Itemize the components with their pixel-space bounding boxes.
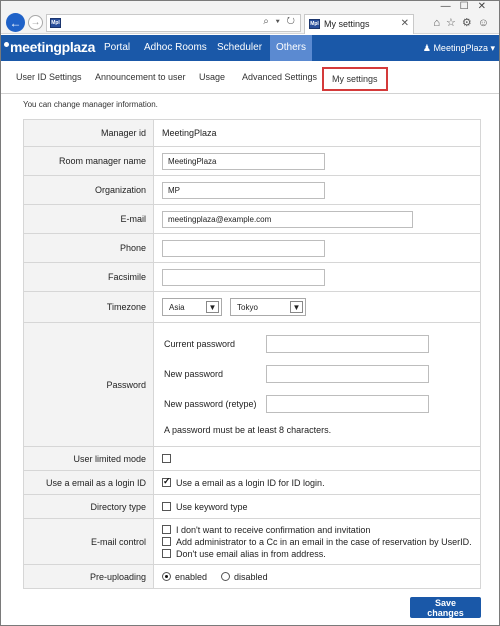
keyword-type-label: Use keyword type: [176, 501, 248, 512]
label-user-limited-mode: User limited mode: [24, 447, 154, 470]
timezone-region-value: Asia: [169, 302, 185, 312]
site-favicon-icon: Mpl: [51, 20, 60, 26]
row-manager-id: [24, 120, 480, 146]
row-timezone: [24, 291, 480, 322]
tab-my-settings[interactable]: My settings: [322, 67, 388, 91]
row-user-limited-mode: [24, 446, 480, 470]
tab-favicon-icon: Mpl: [310, 21, 319, 27]
tab-announcement[interactable]: Announcement to user: [95, 72, 186, 82]
row-email: [24, 204, 480, 233]
keyword-type-checkbox[interactable]: [162, 502, 171, 511]
intro-text: You can change manager information.: [23, 100, 158, 109]
row-phone: [24, 233, 480, 262]
menu-others[interactable]: Others: [270, 35, 312, 61]
retype-password-label: New password (retype): [164, 399, 257, 409]
window-controls[interactable]: [441, 1, 495, 12]
password-hint: A password must be at least 8 characters.: [164, 425, 332, 435]
label-facsimile: Facsimile: [24, 263, 154, 291]
timezone-city-value: Tokyo: [237, 302, 258, 312]
new-password-label: New password: [164, 369, 224, 379]
label-email: E-mail: [24, 205, 154, 233]
email-login-option-label: Use a email as a login ID for ID login.: [176, 477, 325, 488]
row-password: [24, 322, 480, 446]
row-directory-type: [24, 494, 480, 518]
row-room-manager-name: [24, 146, 480, 175]
menu-scheduler[interactable]: Scheduler: [217, 42, 263, 53]
home-icon[interactable]: ⌂: [433, 17, 447, 29]
timezone-region-select[interactable]: [162, 298, 222, 316]
label-room-manager-name: Room manager name: [24, 147, 154, 175]
no-confirmation-checkbox[interactable]: [162, 525, 171, 534]
browser-toolbar-icons[interactable]: [433, 16, 495, 29]
gear-icon[interactable]: ⚙: [461, 17, 478, 29]
organization-input[interactable]: MP: [162, 182, 325, 199]
current-password-input[interactable]: [266, 335, 429, 353]
tab-user-id-settings[interactable]: User ID Settings: [16, 72, 82, 82]
browser-tab[interactable]: [304, 14, 414, 34]
save-changes-button[interactable]: Save changes: [410, 597, 481, 618]
timezone-city-select[interactable]: [230, 298, 306, 316]
email-control-option-3[interactable]: [162, 548, 326, 560]
address-tools[interactable]: ⌕ ▾ ↻: [263, 16, 297, 27]
row-organization: [24, 175, 480, 204]
user-icon: ♟: [422, 43, 431, 53]
label-directory-type: Directory type: [24, 495, 154, 518]
maximize-icon[interactable]: ☐: [459, 1, 478, 12]
room-manager-name-input[interactable]: MeetingPlaza: [162, 153, 325, 170]
chevron-down-icon: ▼: [290, 301, 303, 313]
no-alias-checkbox[interactable]: [162, 549, 171, 558]
forward-arrow-icon[interactable]: →: [28, 15, 43, 30]
row-facsimile: [24, 262, 480, 291]
tab-usage[interactable]: Usage: [199, 72, 226, 82]
no-confirmation-label: I don't want to receive confirmation and invitation: [176, 524, 371, 535]
phone-input[interactable]: [162, 240, 325, 257]
address-bar[interactable]: [46, 14, 301, 32]
settings-tabs: [1, 62, 499, 94]
smiley-icon[interactable]: ☺: [477, 17, 495, 29]
row-email-control: [24, 518, 480, 564]
browser-chrome: [1, 1, 499, 34]
back-arrow-icon[interactable]: ←: [6, 13, 25, 32]
label-pre-uploading: Pre-uploading: [24, 565, 154, 588]
email-control-option-2[interactable]: [162, 536, 472, 548]
close-tab-icon[interactable]: ✕: [400, 18, 409, 29]
settings-form: [23, 119, 481, 589]
minimize-icon[interactable]: —: [440, 1, 460, 12]
logo[interactable]: meetingplaza: [4, 39, 95, 55]
label-phone: Phone: [24, 234, 154, 262]
current-password-label: Current password: [164, 339, 236, 349]
email-control-option-1[interactable]: [162, 524, 370, 536]
tab-title: My settings: [324, 19, 370, 29]
pre-uploading-disabled-label: disabled: [234, 571, 268, 582]
retype-password-input[interactable]: [266, 395, 429, 413]
manager-id-value: MeetingPlaza: [162, 128, 217, 138]
new-password-input[interactable]: [266, 365, 429, 383]
pre-uploading-disabled-radio[interactable]: [221, 572, 230, 581]
row-pre-uploading: [24, 564, 480, 588]
label-email-control: E-mail control: [24, 519, 154, 564]
label-manager-id: Manager id: [24, 120, 154, 146]
label-email-login: Use a email as a login ID: [24, 471, 154, 494]
facsimile-input[interactable]: [162, 269, 325, 286]
no-alias-label: Don't use email alias in from address.: [176, 548, 326, 559]
chevron-down-icon: ▼: [206, 301, 219, 313]
email-login-checkbox[interactable]: [162, 478, 171, 487]
cc-admin-label: Add administrator to a Cc in an email in the case of reservation by UserID.: [176, 536, 472, 547]
label-timezone: Timezone: [24, 292, 154, 322]
label-password: Password: [24, 323, 154, 446]
pre-uploading-enabled-radio[interactable]: [162, 572, 171, 581]
cc-admin-checkbox[interactable]: [162, 537, 171, 546]
star-icon[interactable]: ☆: [446, 17, 462, 29]
app-navbar: [1, 35, 499, 61]
row-email-login: [24, 470, 480, 494]
user-menu[interactable]: ♟ MeetingPlaza ▾: [422, 43, 495, 53]
email-input[interactable]: meetingplaza@example.com: [162, 211, 413, 228]
tab-advanced-settings[interactable]: Advanced Settings: [242, 72, 318, 82]
menu-adhoc-rooms[interactable]: Adhoc Rooms: [144, 42, 207, 53]
close-window-icon[interactable]: ✕: [477, 1, 495, 12]
menu-portal[interactable]: Portal: [104, 42, 131, 53]
pre-uploading-enabled-label: enabled: [175, 571, 208, 582]
label-organization: Organization: [24, 176, 154, 204]
user-limited-mode-checkbox[interactable]: [162, 454, 171, 463]
